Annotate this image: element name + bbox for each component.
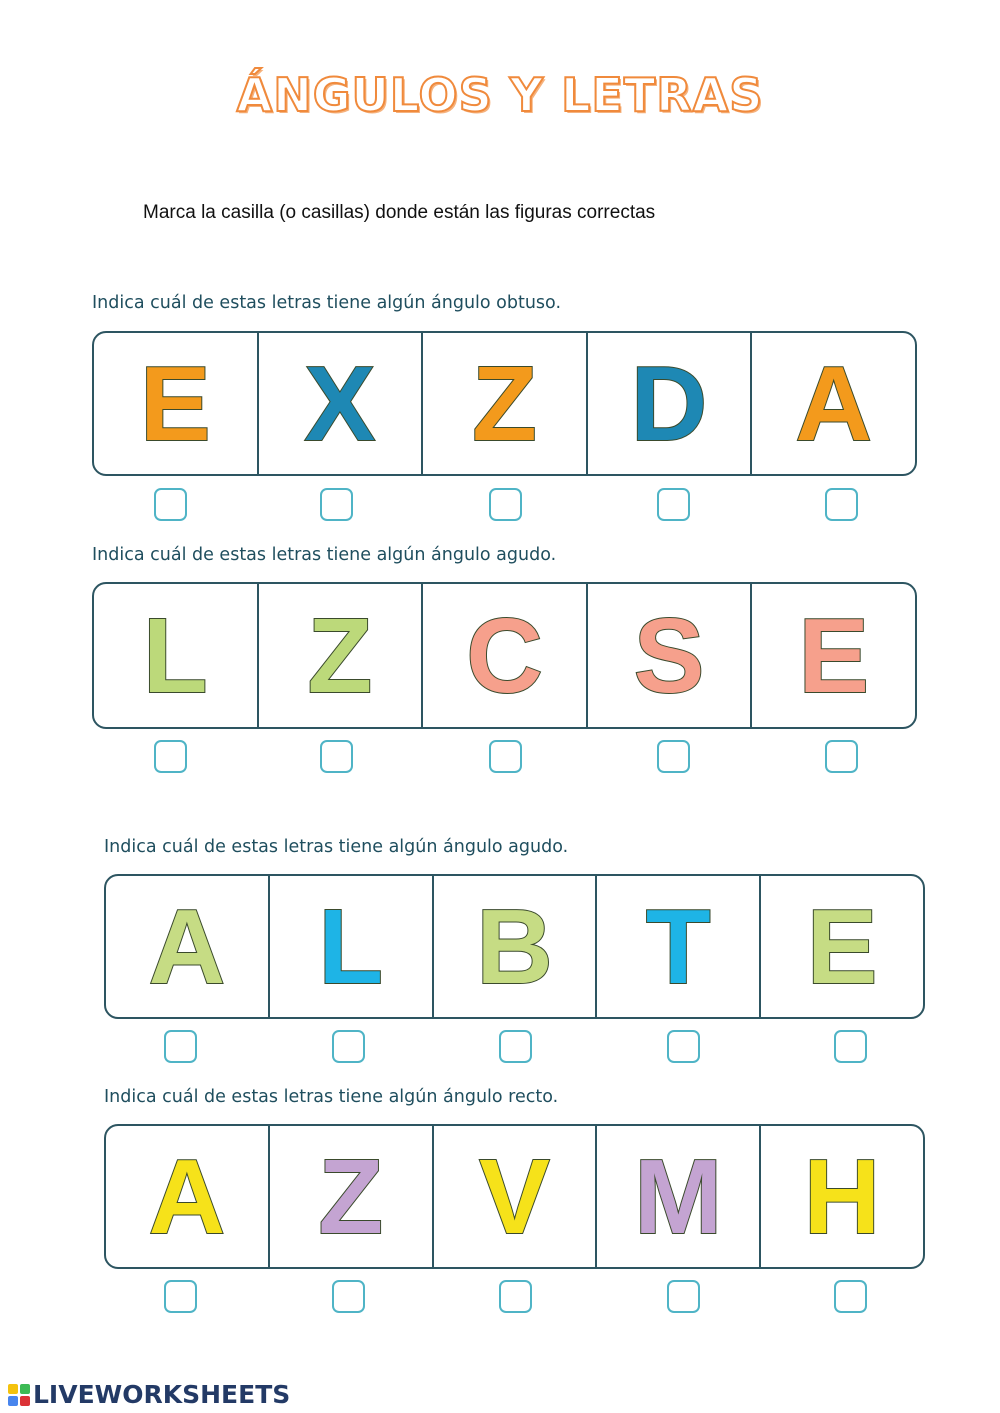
answer-checkbox[interactable] bbox=[825, 488, 858, 521]
letter-cell bbox=[761, 876, 923, 1017]
answer-checkbox[interactable] bbox=[657, 740, 690, 773]
answer-checkbox[interactable] bbox=[164, 1280, 197, 1313]
letter-cell bbox=[588, 333, 753, 474]
letter-z: Z bbox=[318, 1137, 384, 1256]
letter-cell bbox=[752, 333, 915, 474]
liveworksheets-logo bbox=[8, 1380, 290, 1409]
question-text: Indica cuál de estas letras tiene algún ángulo agudo. bbox=[92, 545, 557, 565]
letter-l: L bbox=[318, 887, 384, 1006]
letter-cell bbox=[588, 584, 753, 727]
answer-checkbox[interactable] bbox=[489, 488, 522, 521]
letter-z: Z bbox=[472, 344, 537, 463]
letter-a: A bbox=[148, 887, 226, 1006]
logo-icon bbox=[8, 1384, 30, 1406]
answer-checkbox[interactable] bbox=[320, 740, 353, 773]
letter-strip bbox=[104, 874, 925, 1019]
letter-cell bbox=[434, 1126, 598, 1267]
letter-cell bbox=[761, 1126, 923, 1267]
letter-cell bbox=[106, 876, 270, 1017]
answer-checkbox[interactable] bbox=[489, 740, 522, 773]
letter-d: D bbox=[630, 344, 708, 463]
letter-a: A bbox=[148, 1137, 226, 1256]
letter-cell bbox=[270, 1126, 434, 1267]
letter-cell bbox=[259, 584, 424, 727]
answer-checkbox[interactable] bbox=[499, 1030, 532, 1063]
letter-cell bbox=[434, 876, 598, 1017]
letter-cell bbox=[423, 333, 588, 474]
letter-strip bbox=[92, 582, 917, 729]
letter-v: V bbox=[479, 1137, 550, 1256]
answer-checkbox[interactable] bbox=[499, 1280, 532, 1313]
answer-checkbox[interactable] bbox=[154, 740, 187, 773]
letter-cell bbox=[259, 333, 424, 474]
letter-cell bbox=[94, 584, 259, 727]
letter-cell bbox=[423, 584, 588, 727]
letter-l: L bbox=[142, 596, 208, 715]
letter-s: S bbox=[633, 596, 705, 715]
question-text: Indica cuál de estas letras tiene algún ángulo obtuso. bbox=[92, 293, 562, 313]
logo-tile bbox=[8, 1384, 18, 1394]
letter-h: H bbox=[803, 1137, 881, 1256]
letter-z: Z bbox=[307, 596, 373, 715]
question-text: Indica cuál de estas letras tiene algún ángulo recto. bbox=[104, 1087, 559, 1107]
letter-b: B bbox=[476, 887, 553, 1006]
letter-m: M bbox=[634, 1137, 723, 1256]
answer-checkbox[interactable] bbox=[834, 1030, 867, 1063]
letter-cell bbox=[106, 1126, 270, 1267]
answer-checkbox[interactable] bbox=[825, 740, 858, 773]
answer-checkbox[interactable] bbox=[164, 1030, 197, 1063]
answer-checkbox[interactable] bbox=[657, 488, 690, 521]
letter-e: E bbox=[798, 596, 870, 715]
letter-strip bbox=[92, 331, 917, 476]
letter-cell bbox=[94, 333, 259, 474]
letter-a: A bbox=[795, 344, 872, 463]
letter-c: C bbox=[466, 596, 543, 715]
letter-cell bbox=[270, 876, 434, 1017]
question-text: Indica cuál de estas letras tiene algún ángulo agudo. bbox=[104, 837, 569, 857]
letter-e: E bbox=[139, 344, 211, 463]
logo-text: LIVEWORKSHEETS bbox=[33, 1380, 291, 1409]
instruction-text: Marca la casilla (o casillas) donde están las figuras correctas bbox=[143, 202, 656, 223]
page-title: ÁNGULOS Y LETRAS bbox=[236, 68, 764, 122]
answer-checkbox[interactable] bbox=[154, 488, 187, 521]
letter-cell bbox=[597, 876, 761, 1017]
answer-checkbox[interactable] bbox=[320, 488, 353, 521]
letter-cell bbox=[752, 584, 915, 727]
letter-strip bbox=[104, 1124, 925, 1269]
answer-checkbox[interactable] bbox=[834, 1280, 867, 1313]
letter-x: X bbox=[304, 344, 376, 463]
logo-tile bbox=[8, 1396, 18, 1406]
answer-checkbox[interactable] bbox=[667, 1280, 700, 1313]
logo-tile bbox=[20, 1396, 30, 1406]
answer-checkbox[interactable] bbox=[332, 1030, 365, 1063]
answer-checkbox[interactable] bbox=[332, 1280, 365, 1313]
letter-e: E bbox=[806, 887, 878, 1006]
answer-checkbox[interactable] bbox=[667, 1030, 700, 1063]
letter-cell bbox=[597, 1126, 761, 1267]
logo-tile bbox=[20, 1384, 30, 1394]
letter-t: T bbox=[645, 887, 711, 1006]
